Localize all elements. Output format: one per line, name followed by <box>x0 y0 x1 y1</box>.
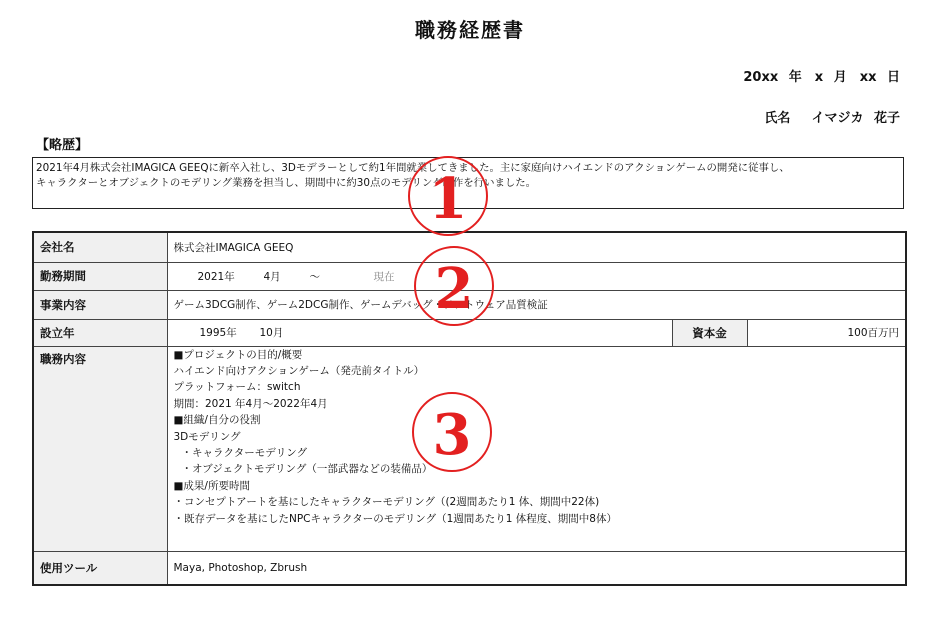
business-value: ゲーム3DCG制作、ゲーム2DCG制作、ゲームデバッグ・ソフトウェア品質検証 <box>167 290 906 319</box>
marker-number-3: 3 <box>432 402 472 468</box>
name-label: 氏名 <box>764 111 791 126</box>
marker-number-2: 2 <box>434 256 474 322</box>
founded-month: 10月 <box>259 327 284 339</box>
duties-line: ・キャラクターモデリング <box>181 446 308 459</box>
duties-line: ハイエンド向けアクションゲーム（発売前タイトル） <box>173 364 425 377</box>
summary-line: 2021年4月株式会社IMAGICA GEEQに新卒入社し、3Dモデラーとして約1年間就業してきました。主に家庭向けハイエンドのアクションゲームの開発に従事し、 <box>36 162 790 174</box>
period-year: 2021年 <box>197 270 235 283</box>
duties-line: 3Dモデリング <box>173 430 241 443</box>
marker-number-1: 1 <box>428 166 468 232</box>
duties-line: ■組織/自分の役割 <box>173 414 261 427</box>
duties-line: ■プロジェクトの目的/概要 <box>173 348 303 361</box>
period-separator: ～ <box>309 270 320 283</box>
founded-year: 1995年 <box>199 327 237 339</box>
duties-value <box>167 346 906 551</box>
duties-label: 職務内容 <box>33 346 167 551</box>
founded-label: 設立年 <box>33 319 167 346</box>
duties-line: ・既存データを基にしたNPCキャラクターのモデリング（1週間あたり1 体程度、期間中8体） <box>173 512 617 525</box>
applicant-name <box>764 107 900 126</box>
duties-line: プラットフォーム：switch <box>173 381 301 394</box>
period-value <box>167 262 906 290</box>
marker-circle-2 <box>414 246 494 326</box>
summary-line: キャラクターとオブジェクトのモデリング業務を担当し、期間中に約30点のモデリング制作を行いました。 <box>36 177 537 189</box>
business-label: 事業内容 <box>33 290 167 319</box>
capital-label: 資本金 <box>672 319 747 346</box>
period-label: 勤務期間 <box>33 262 167 290</box>
duties-line: ・コンセプトアートを基にしたキャラクターモデリング（(2週間あたり1 体、期間中22体) <box>173 496 600 509</box>
document-date: 20xx 年 x 月 xx 日 <box>743 70 900 85</box>
tools-value: Maya, Photoshop, Zbrush <box>167 551 906 585</box>
duties-line: ■成果/所要時間 <box>173 479 250 492</box>
table-row-tools <box>33 551 906 585</box>
founded-value <box>167 319 672 346</box>
company-value: 株式会社IMAGICA GEEQ <box>167 232 906 262</box>
marker-circle-3 <box>412 392 492 472</box>
tools-label: 使用ツール <box>33 551 167 585</box>
summary-heading: 【略歴】 <box>36 138 89 153</box>
capital-value: 100百万円 <box>747 319 906 346</box>
document-title: 職務経歴書 <box>415 18 525 42</box>
duties-line: 期間：2021 年4月～2022年4月 <box>173 397 328 410</box>
period-month: 4月 <box>263 270 281 283</box>
duties-line: ・オブジェクトモデリング（一部武器などの装備品） <box>181 463 433 476</box>
company-label: 会社名 <box>33 232 167 262</box>
marker-circle-1 <box>408 156 488 236</box>
period-end: 現在 <box>373 270 395 283</box>
table-row-founded <box>33 319 906 346</box>
name-value: イマジカ 花子 <box>811 111 900 126</box>
